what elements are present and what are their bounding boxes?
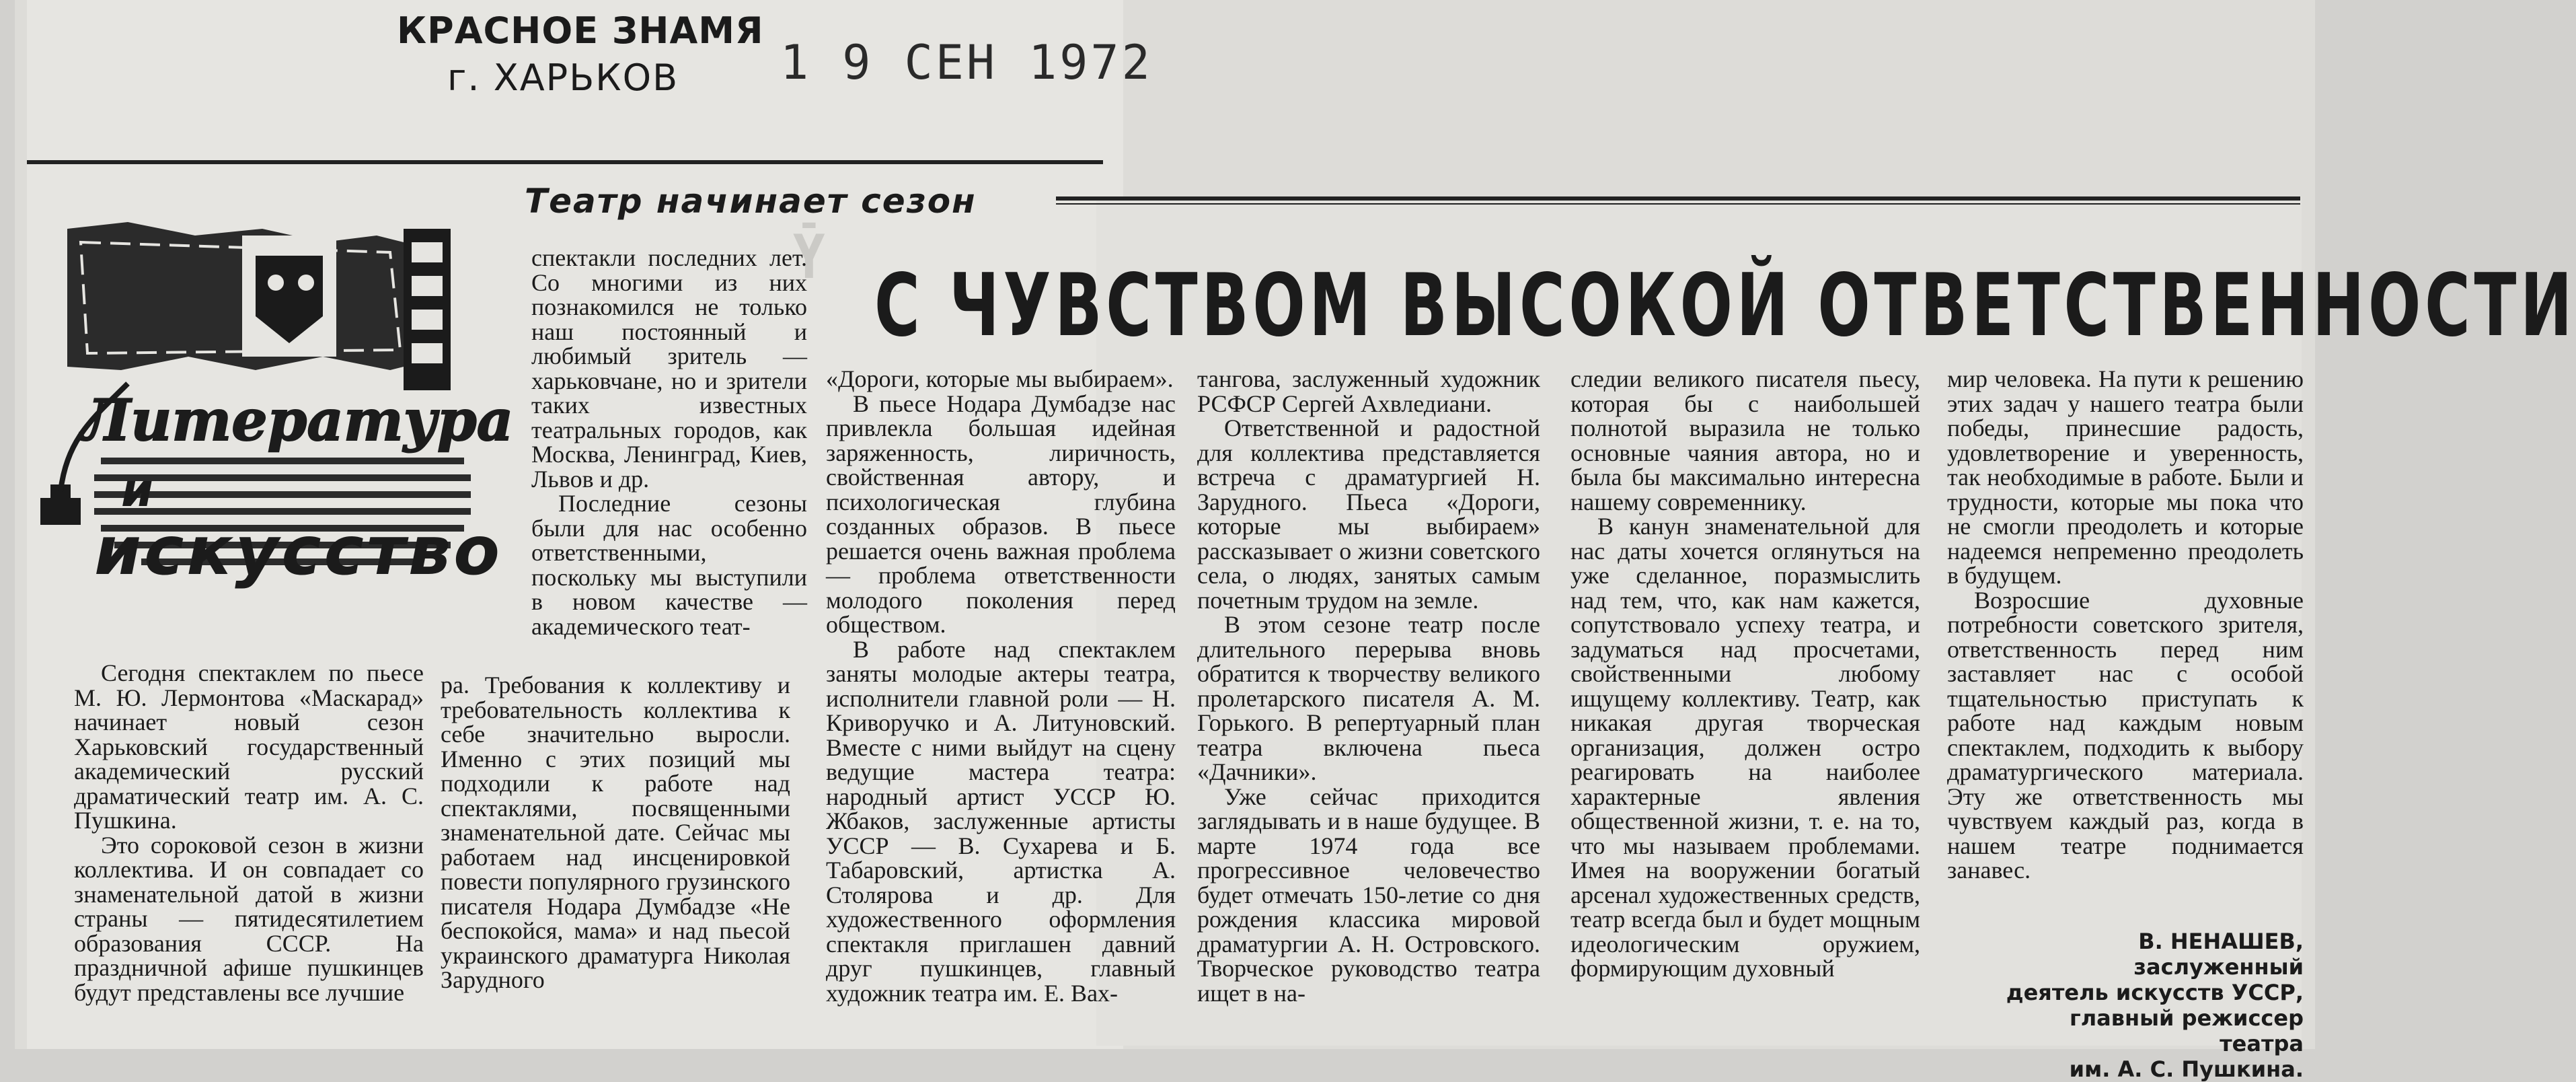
headline-rule-thin — [1056, 203, 2300, 205]
paragraph: Последние сезоны были для нас особенно ответственными, поскольку мы выступили в новом качестве — академического теат- — [531, 490, 807, 640]
paragraph: В пьесе Нодара Думбадзе нас привлекла большая идейная заряженность, лиричность, свойственная автору, и психологическая глубина созданных образов. В пьесе решается очень важная проблема — проблема ответственности молодого поколения перед обществом. — [826, 390, 1176, 638]
headline-rule — [1056, 196, 2300, 201]
article-column-0 — [74, 661, 424, 1005]
article-headline: С ЧУВСТВОМ ВЫСОКОЙ ОТВЕТСТВЕННОСТИ — [874, 256, 2576, 356]
paragraph: В этом сезоне театр после длительного перерыва вновь обратится к творчеству великого пролетарского писателя А. М. Горького. В репертуарный план театра включена пьеса «Дачники». — [1197, 611, 1540, 785]
article-column-3 — [1197, 367, 1540, 1005]
logo-text-and: и — [121, 464, 153, 517]
article-column-1-bottom — [441, 673, 790, 993]
signature-line: деятель искусств УССР, — [2006, 980, 2304, 1005]
author-signature — [2001, 929, 2304, 1082]
paragraph: Возросшие духовные потребности советского зрителя, ответственность перед ним заставляет нас с особой тщательностью приступать к работе над каждым новым спектаклем, подходить к выбору драматургического материала. Эту же ответственность мы чувствуем каждый раз, когда в нашем театре поднимается занавес. — [1947, 586, 2304, 883]
paragraph: ра. Требования к коллективу и требовательность коллектива к себе значительно выросли. Именно с этих позиций мы подходили к работе над спектаклями, посвященными знаменательной дате. Сейчас мы работаем над инсценировкой повести популярного грузинского писателя Нодара Думбадзе «Не беспокойся, мама» и над пьесой украинского драматурга Николая Зарудного — [441, 672, 790, 993]
logo-text-literature: Литература — [81, 387, 514, 454]
section-logo — [40, 215, 514, 592]
rubric-title: Театр начинает сезон — [525, 182, 977, 221]
date-stamp: 1 9 СЕН 1972 — [780, 35, 1153, 90]
signature-line: главный режиссер театра — [2069, 1005, 2304, 1056]
paragraph: спектакли последних лет. Со многими из них познакомился не только наш постоянный и любимый зритель — харьковчане, но и зрители таких известных театральных городов, как Москва, Ленинград, Киев, Львов и др. — [531, 244, 807, 493]
logo-text-art: искусство — [94, 511, 502, 590]
paragraph: Это сороковой сезон в жизни коллектива. И он совпадает со знаменательной датой в жизни страны — пятидесятилетием образования СССР. На праздничной афише пушкинцев будут представлены все лучшие — [74, 831, 424, 1006]
paragraph: В работе над спектаклем заняты молодые актеры театра, исполнители главной роли — Н. Криворучко и А. Литуновский. Вместе с ними выйдут на сцену ведущие мастера театра: народный артист УССР Ю. Жбаков, заслуженные артисты УССР — В. Сухарева и Б. Табаровский, артистка А. Столярова и др. Для художественного оформления спектакля приглашен давний друг пушкинцев, главный художник театра им. Е. Вах- — [826, 635, 1176, 1007]
paragraph: «Дороги, которые мы выбираем». — [826, 365, 1174, 392]
newspaper-name: КРАСНОЕ ЗНАМЯ — [397, 9, 764, 52]
article-column-4 — [1570, 367, 1920, 981]
show-through-text: Ȳ — [794, 222, 825, 293]
paragraph: Уже сейчас приходится заглядывать и в наше будущее. В марте 1974 года все прогрессивное человечество будет отмечать 150-летие со дня рождения классика мировой драматургии А. Н. Островского. Творческое руководство театра ищет в на- — [1197, 783, 1540, 1007]
rubric-rule — [27, 160, 1103, 164]
paragraph: тангова, заслуженный художник РСФСР Сергей Ахвледиани. — [1197, 365, 1540, 417]
paragraph: мир человека. На пути к решению этих задач у нашего театра были победы, принесшие радость, удовлетворение и уверенность, так необходимые в работе. Были и трудности, которые мы пока что не смогли преодолеть и которые надеемся непременно преодолеть в будущем. — [1947, 365, 2304, 589]
paragraph: В канун знаменательной для нас даты хочется оглянуться на уже сделанное, поразмыслить над тем, что, как нам кажется, сопутствовало успеху театра, и задуматься над просчетами, свойственными любому ищущему коллективу. Театр, как никакая другая творческая организация, должен остро реагировать на наиболее характерные явления общественной жизни, т. е. на то, что мы называем проблемами. Имея на вооружении богатый арсенал художественных средств, театр всегда был и будет мощным идеологическим оружием, формирующим духовный — [1570, 513, 1920, 982]
article-column-5 — [1947, 367, 2304, 883]
newspaper-city: г. ХАРЬКОВ — [447, 57, 679, 99]
signature-line: им. А. С. Пушкина. — [2069, 1056, 2304, 1082]
paragraph: Ответственной и радостной для коллектива представляется встреча с драматургией Н. Зарудного. Пьеса «Дороги, которые мы выбираем» рассказывает о жизни советского села, о людях, занятых самым почетным трудом на земле. — [1197, 414, 1540, 614]
article-column-2 — [826, 367, 1176, 1005]
signature-line: В. НЕНАШЕВ, заслуженный — [2133, 929, 2304, 980]
article-column-1-top — [531, 246, 807, 639]
paragraph: следии великого писателя пьесу, которая бы с наибольшей полнотой выразила не только основные чаяния автора, но и была бы максимально интересна нашему современнику. — [1570, 365, 1920, 515]
paragraph: Сегодня спектаклем по пьесе М. Ю. Лермонтова «Маскарад» начинает новый сезон Харьковский государственный академический русский драматический театр им. А. С. Пушкина. — [74, 659, 424, 834]
